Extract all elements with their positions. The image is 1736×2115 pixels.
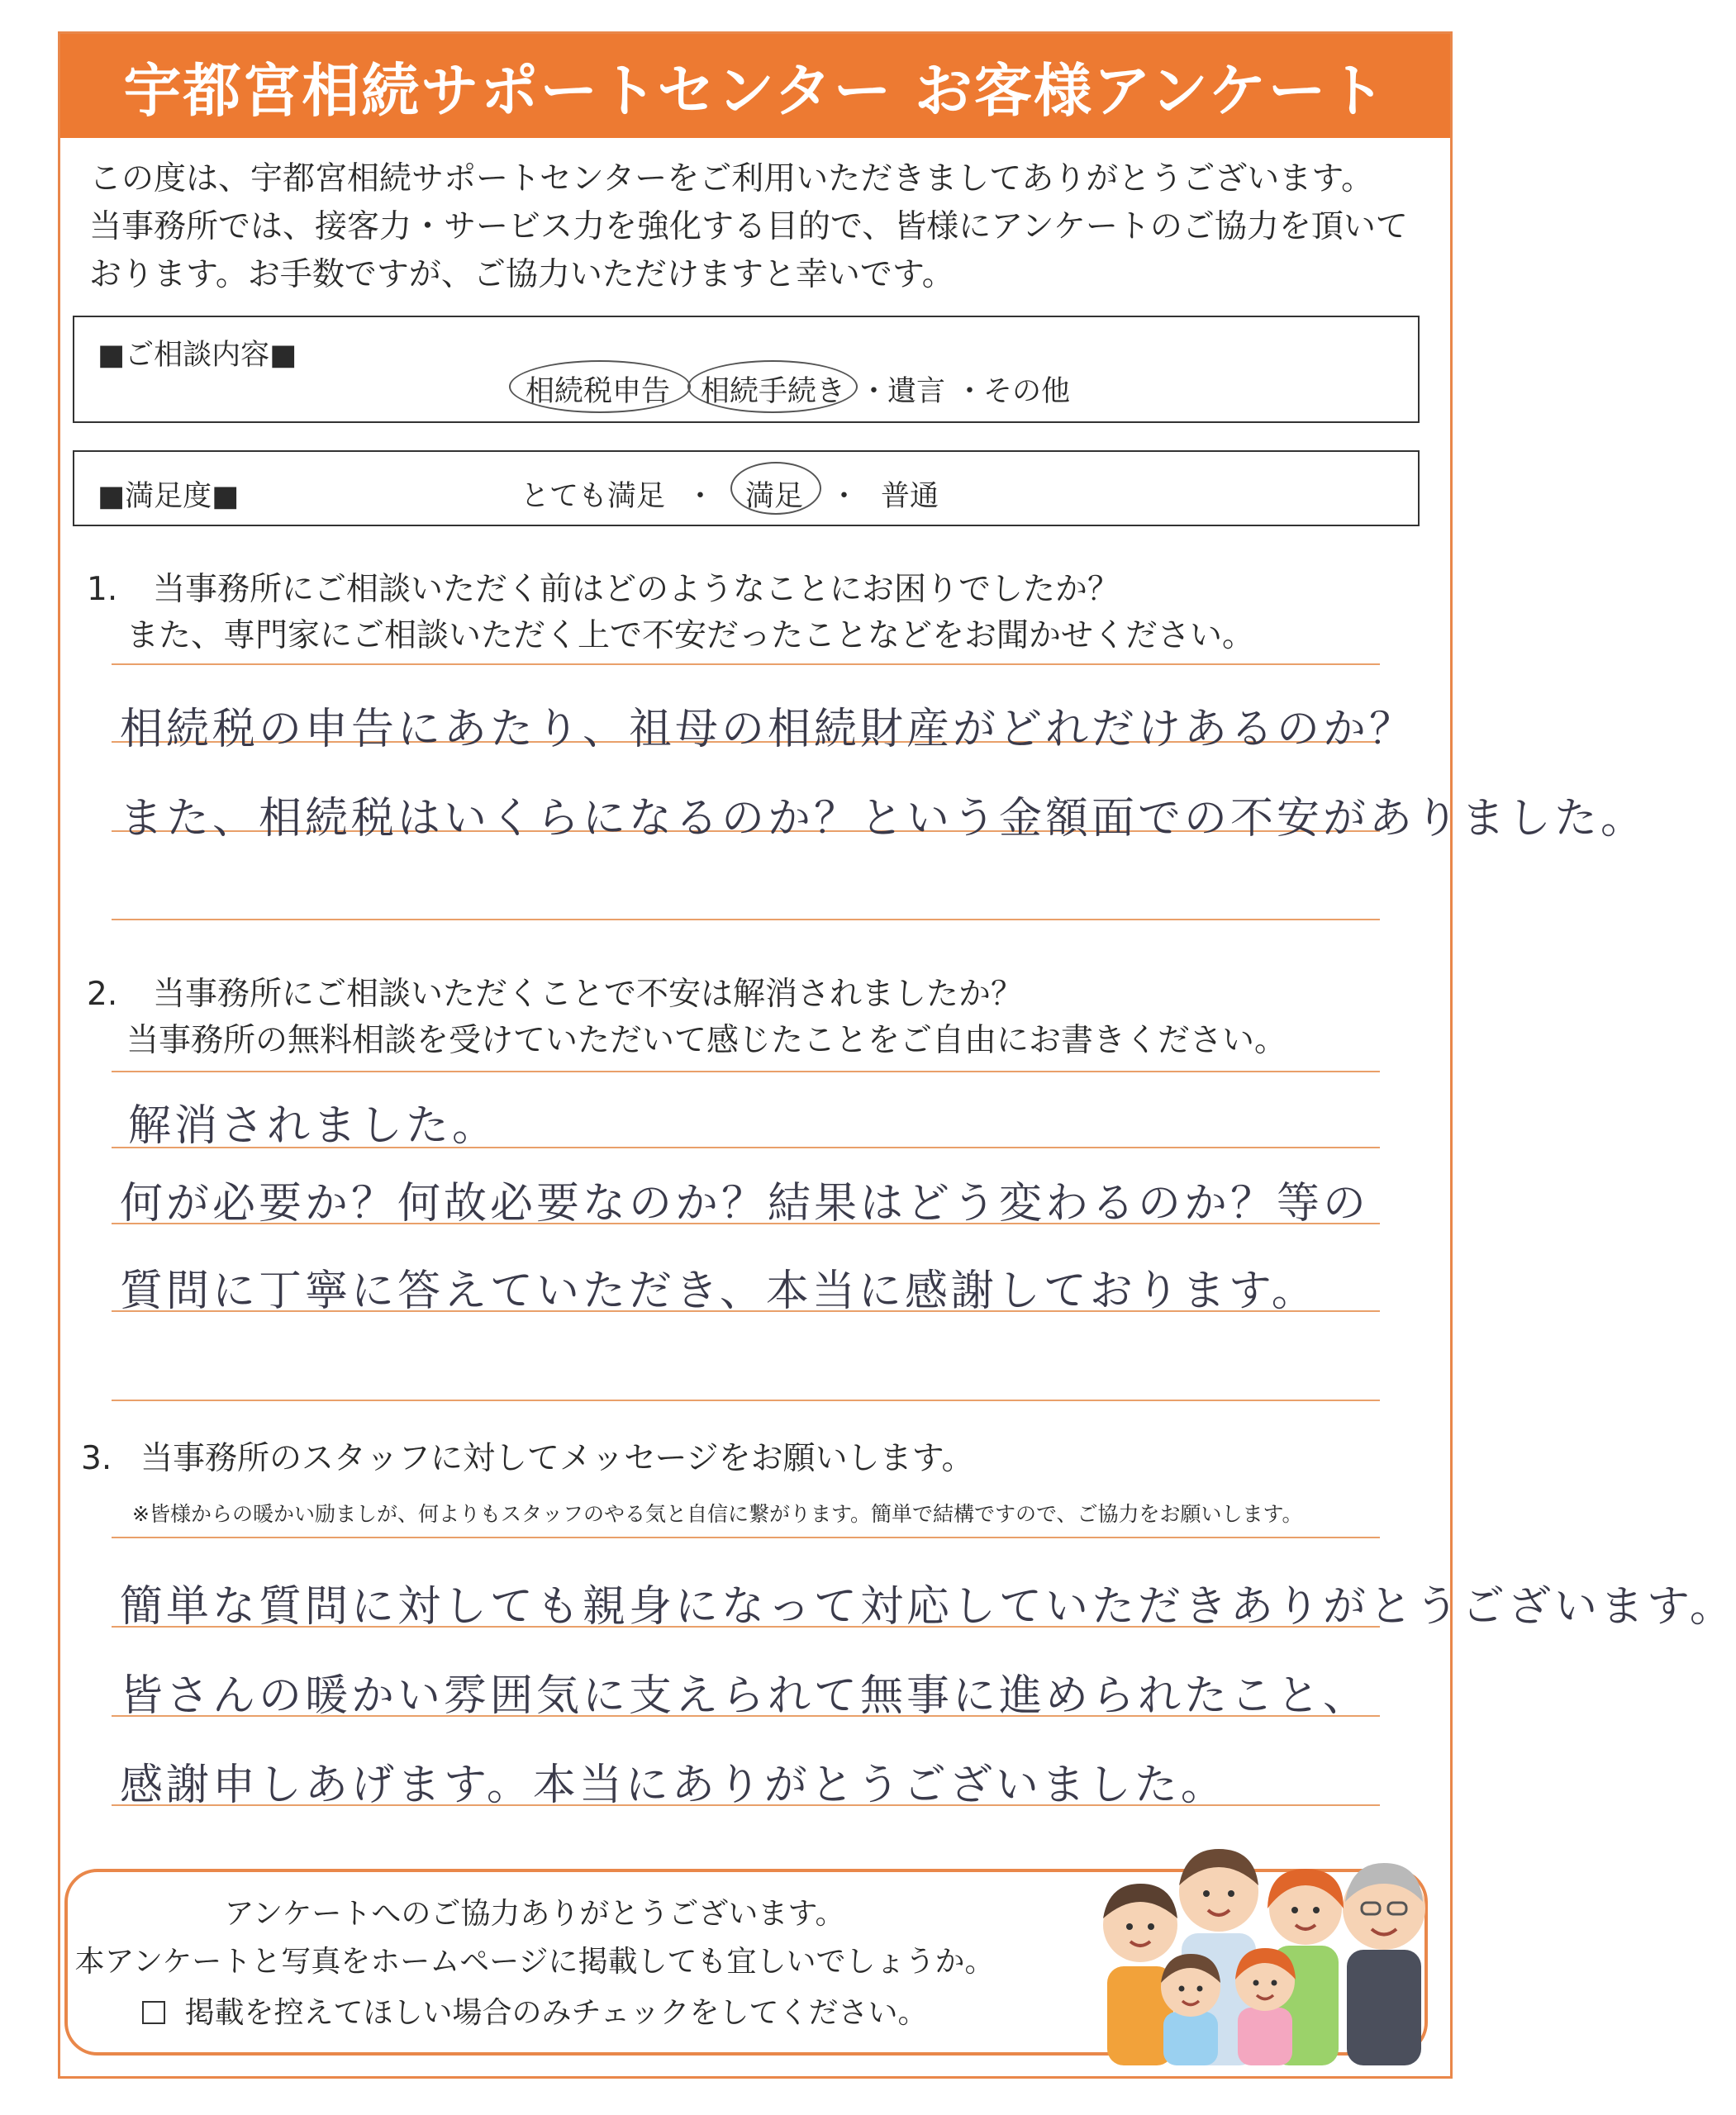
option-satisfied[interactable]: 満足 bbox=[745, 480, 804, 513]
option-inheritance-procedure[interactable]: 相続手続き bbox=[701, 375, 846, 408]
intro-line-2: 当事務所では、接客力・サービス力を強化する目的で、皆様にアンケートのご協力を頂いて bbox=[89, 208, 1408, 245]
answer-line bbox=[112, 919, 1380, 920]
answer-2-line-2: 何が必要か？何故必要なのか？結果はどう変わるのか？等の bbox=[120, 1179, 1370, 1229]
answer-line bbox=[112, 1400, 1380, 1401]
answer-line bbox=[112, 1071, 1380, 1072]
family-illustration bbox=[1099, 1826, 1429, 2065]
question-2 bbox=[87, 972, 1287, 1064]
option-normal[interactable]: 普通 bbox=[881, 480, 939, 513]
separator: ・ bbox=[686, 480, 716, 513]
separator: ・ bbox=[830, 480, 859, 513]
option-inheritance-tax[interactable]: 相続税申告 bbox=[526, 375, 671, 408]
page-title: 宇都宮相続サポートセンター お客様アンケート bbox=[123, 56, 1387, 125]
question-2-line-2: 当事務所の無料相談を受けていただいて感じたことをご自由にお書きください。 bbox=[126, 1022, 1287, 1059]
satisfaction-box bbox=[73, 450, 1420, 526]
footer-line-1: アンケートへのご協力ありがとうございます。 bbox=[224, 1897, 845, 1931]
question-number: 3. bbox=[81, 1440, 112, 1477]
grandfather-figure bbox=[1343, 1863, 1425, 2065]
question-1-line-1: 当事務所にご相談いただく前はどのようなことにお困りでしたか？ bbox=[153, 571, 1120, 608]
answer-2-line-1: 解消されました。 bbox=[128, 1101, 499, 1151]
footer-consent bbox=[68, 1989, 1001, 2032]
intro-text bbox=[89, 155, 1411, 299]
footer-line-3: 掲載を控えてほしい場合のみチェックをしてください。 bbox=[184, 1996, 928, 2030]
question-3-note: ※皆様からの暖かい励ましが、何よりもスタッフのやる気と自信に繋がります。簡単で結構ですので、ご協力をお願いします。 bbox=[132, 1502, 1303, 1526]
footer-line-2: 本アンケートと写真をホームページに掲載しても宜しいでしょうか。 bbox=[74, 1945, 995, 1979]
option-very-satisfied[interactable]: とても満足 bbox=[521, 480, 666, 513]
question-number: 2. bbox=[87, 976, 118, 1013]
intro-line-1: この度は、宇都宮相続サポートセンターをご利用いただきましてありがとうございます。 bbox=[89, 160, 1374, 197]
satisfaction-title: ■満足度■ bbox=[98, 480, 240, 513]
question-1 bbox=[87, 567, 1254, 659]
answer-1-line-2: また、相続税はいくらになるのか？という金額面での不安がありました。 bbox=[120, 794, 1648, 844]
question-3 bbox=[81, 1436, 974, 1482]
question-1-line-2: また、専門家にご相談いただく上で不安だったことなどをお聞かせください。 bbox=[126, 617, 1255, 654]
header-banner bbox=[60, 34, 1450, 138]
question-number: 1. bbox=[87, 571, 118, 608]
consultation-box bbox=[73, 316, 1420, 423]
separator: ・ bbox=[859, 375, 889, 408]
option-will[interactable]: 遺言 bbox=[887, 375, 946, 408]
question-2-line-1: 当事務所にご相談いただくことで不安は解消されましたか？ bbox=[153, 976, 1024, 1013]
option-other[interactable]: その他 bbox=[983, 375, 1071, 408]
answer-2-line-3: 質問に丁寧に答えていただき、本当に感謝しております。 bbox=[120, 1267, 1318, 1316]
consent-checkbox[interactable] bbox=[142, 2001, 165, 2024]
consultation-title: ■ご相談内容■ bbox=[98, 339, 297, 372]
answer-3-line-1: 簡単な質問に対しても親身になって対応していただきありがとうございます。 bbox=[120, 1582, 1736, 1632]
answer-3-line-3: 感謝申しあげます。本当にありがとうございました。 bbox=[120, 1761, 1227, 1810]
separator: ・ bbox=[955, 375, 985, 408]
intro-line-3: おります。お手数ですが、ご協力いただけますと幸いです。 bbox=[89, 256, 954, 293]
answer-1-line-1: 相続税の申告にあたり、祖母の相続財産がどれだけあるのか？ bbox=[120, 705, 1416, 754]
question-3-line-1: 当事務所のスタッフに対してメッセージをお願いします。 bbox=[140, 1440, 974, 1477]
answer-line bbox=[112, 663, 1380, 665]
answer-3-line-2: 皆さんの暖かい雰囲気に支えられて無事に進められたこと、 bbox=[120, 1671, 1370, 1721]
answer-line bbox=[112, 1537, 1380, 1538]
